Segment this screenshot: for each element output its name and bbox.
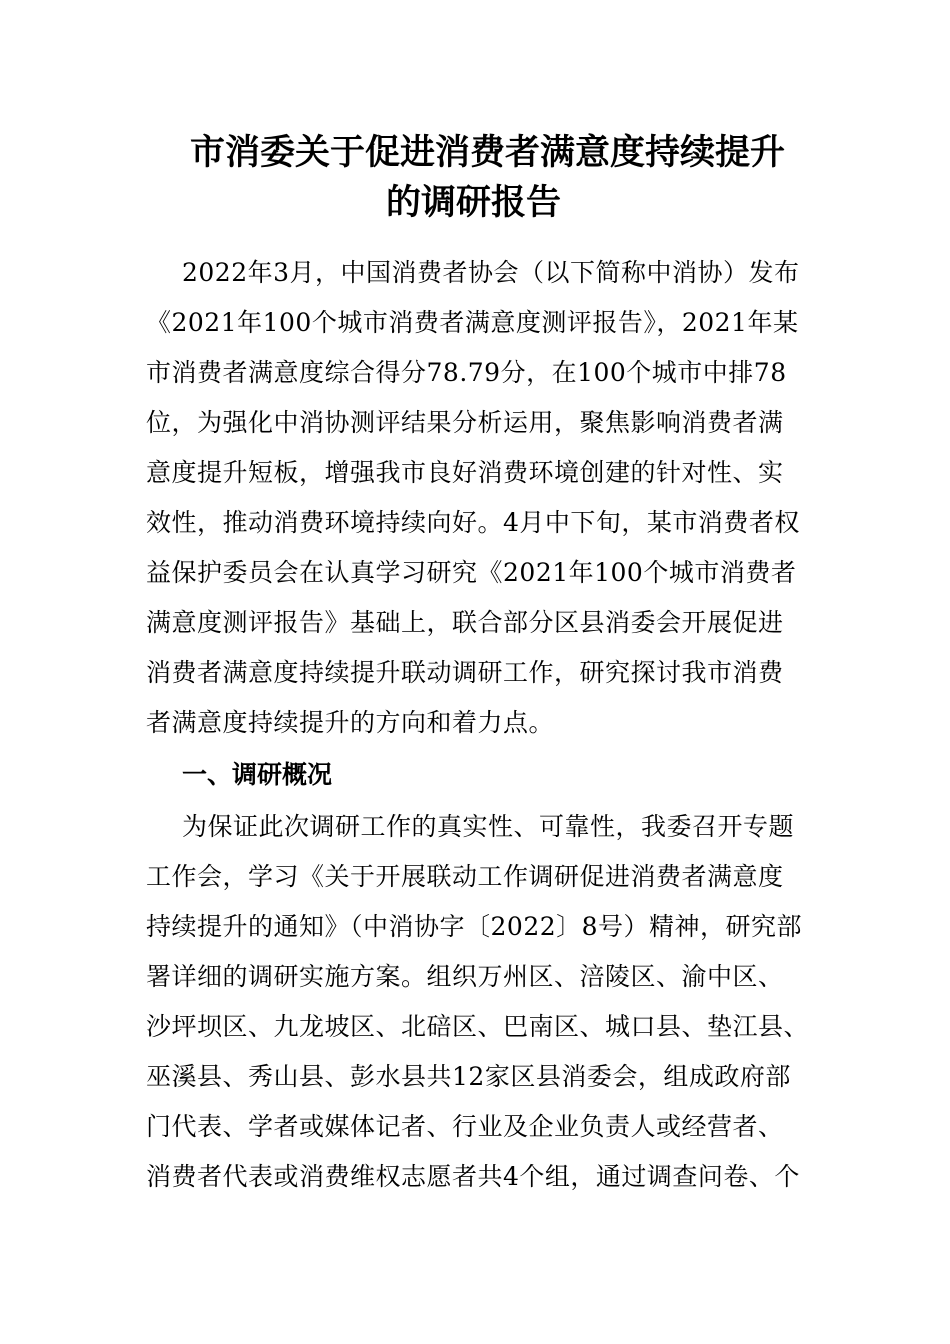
- paragraph-line: 意度提升短板，增强我市良好消费环境创建的针对性、实: [146, 458, 784, 487]
- paragraph-line: 市消费者满意度综合得分78.79分，在100个城市中排78: [146, 358, 787, 387]
- section-heading: 一、调研概况: [182, 760, 333, 789]
- paragraph-line: 位，为强化中消协测评结果分析运用，聚焦影响消费者满: [146, 408, 784, 437]
- paragraph-line: 沙坪坝区、九龙坡区、北碚区、巴南区、城口县、垫江县、: [146, 1012, 810, 1041]
- paragraph-line: 满意度测评报告》基础上，联合部分区县消委会开展促进: [146, 608, 784, 637]
- paragraph-line: 2022年3月，中国消费者协会（以下简称中消协）发布: [182, 258, 800, 287]
- paragraph-line: 门代表、学者或媒体记者、行业及企业负责人或经营者、: [146, 1112, 784, 1141]
- paragraph-line: 益保护委员会在认真学习研究《2021年100个城市消费者: [146, 558, 797, 587]
- title-line-2: 的调研报告: [386, 183, 562, 223]
- paragraph-line: 持续提升的通知》（中消协字〔2022〕8号）精神，研究部: [146, 912, 803, 941]
- paragraph-line: 消费者代表或消费维权志愿者共4个组，通过调查问卷、个: [146, 1162, 800, 1191]
- paragraph-line: 为保证此次调研工作的真实性、可靠性，我委召开专题: [182, 812, 795, 841]
- paragraph-line: 工作会，学习《关于开展联动工作调研促进消费者满意度: [146, 862, 784, 891]
- paragraph-line: 巫溪县、秀山县、彭水县共12家区县消委会，组成政府部: [146, 1062, 791, 1091]
- paragraph-line: 者满意度持续提升的方向和着力点。: [146, 708, 555, 737]
- paragraph-line: 署详细的调研实施方案。组织万州区、涪陵区、渝中区、: [146, 962, 784, 991]
- paragraph-line: 效性，推动消费环境持续向好。4月中下旬，某市消费者权: [146, 508, 800, 537]
- paragraph-line: 消费者满意度持续提升联动调研工作，研究探讨我市消费: [146, 658, 784, 687]
- title-line-1: 市消委关于促进消费者满意度持续提升: [190, 133, 786, 173]
- paragraph-line: 《2021年100个城市消费者满意度测评报告》，2021年某: [146, 308, 799, 337]
